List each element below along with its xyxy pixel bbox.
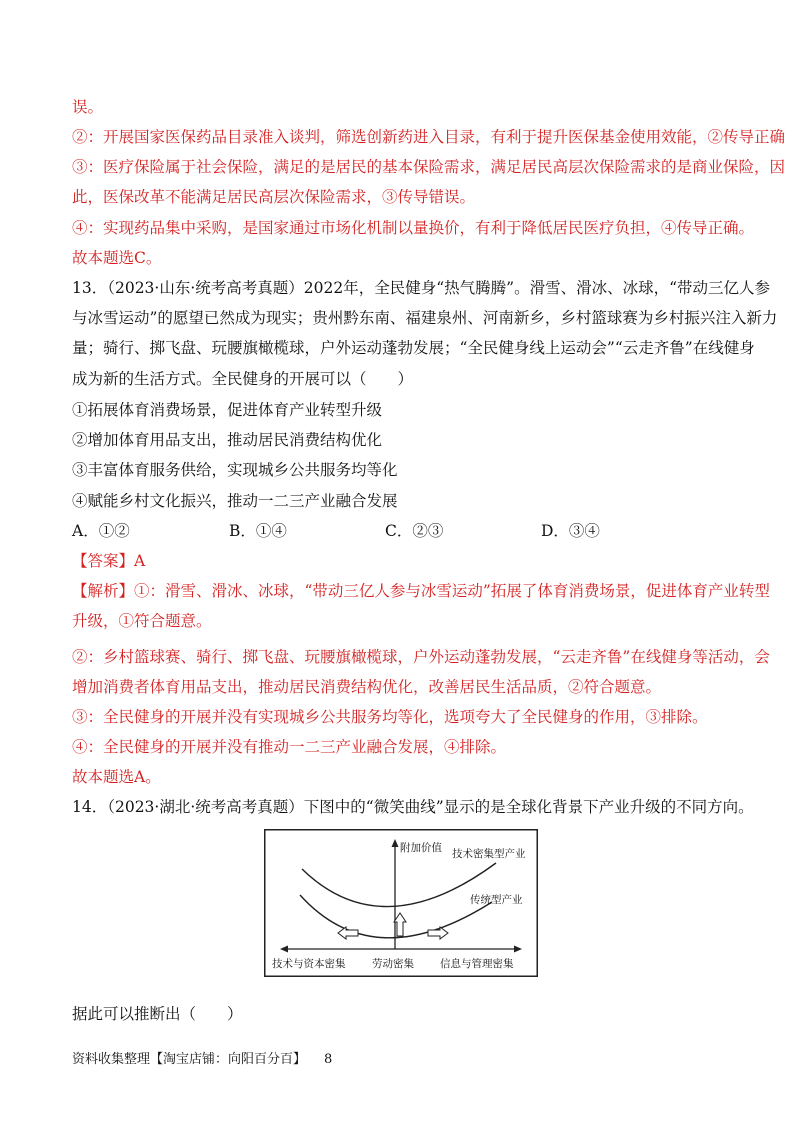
question-14-stem: 14．（2023·湖北·统考高考真题）下图中的“微笑曲线”显示的是全球化背景下产业升级的不同方向。 (72, 798, 754, 816)
conclusion-text: 故本题选C。 (72, 249, 162, 267)
analysis-text: ②：乡村篮球赛、骑行、掷飞盘、玩腰旗橄榄球，户外运动蓬勃发展，“云走齐鲁”在线健身等活动，会 (72, 648, 770, 666)
analysis-text: 升级，①符合题意。 (72, 612, 212, 630)
analysis-text: 增加消费者体育用品支出，推动居民消费结构优化，改善居民生活品质，②符合题意。 (72, 678, 662, 696)
question-13-stem: 成为新的生活方式。全民健身的开展可以（ ） (72, 370, 414, 388)
analysis-text: ④：实现药品集中采购，是国家通过市场化机制以量换价，有利于降低居民医疗负担，④传导正确。 (72, 219, 755, 237)
option-d: D．③④ (541, 522, 600, 540)
analysis-text: ③：全民健身的开展并没有实现城乡公共服务均等化，选项夸大了全民健身的作用，③排除。 (72, 708, 708, 726)
question-13-item: ①拓展体育消费场景，促进体育产业转型升级 (72, 401, 383, 419)
x-axis-left-label: 技术与资本密集 (272, 958, 346, 970)
y-axis-label: 附加价值 (400, 842, 442, 854)
x-axis-middle-label: 劳动密集 (372, 958, 414, 970)
smile-curve-figure (264, 829, 538, 977)
question-13-item: ②增加体育用品支出，推动居民消费结构优化 (72, 431, 383, 449)
curve-bottom-label: 传统型产业 (470, 894, 523, 906)
option-b: B．①④ (229, 522, 287, 540)
analysis-text: 【解析】①：滑雪、滑冰、冰球，“带动三亿人参与冰雪运动”拓展了体育消费场景，促进体育产业转型 (72, 582, 770, 600)
page-number: 8 (324, 1052, 333, 1067)
question-13-stem: 13．（2023·山东·统考高考真题）2022年，全民健身“热气腾腾”。滑雪、滑冰、冰球，“带动三亿人参 (72, 279, 770, 297)
question-14-prompt: 据此可以推断出（ ） (72, 1005, 243, 1023)
analysis-text: ②：开展国家医保药品目录准入谈判，筛选创新药进入目录，有利于提升医保基金使用效能，②传导正确 (72, 128, 786, 146)
option-a: A．①② (72, 522, 130, 540)
question-13-item: ③丰富体育服务供给，实现城乡公共服务均等化 (72, 461, 398, 479)
question-13-stem: 量；骑行、掷飞盘、玩腰旗橄榄球，户外运动蓬勃发展；“全民健身线上运动会”“云走齐鲁”在线健身 (72, 339, 755, 357)
analysis-text: ③：医疗保险属于社会保险，满足的是居民的基本保险需求，满足居民高层次保险需求的是商业保险，因 (72, 158, 786, 176)
analysis-text: 误。 (72, 98, 104, 116)
page-footer (72, 1051, 332, 1069)
question-13-stem: 与冰雪运动”的愿望已然成为现实；贵州黔东南、福建泉州、河南新乡，乡村篮球赛为乡村振兴注入新力 (72, 309, 778, 327)
conclusion-text: 故本题选A。 (72, 768, 161, 786)
analysis-text: ④：全民健身的开展并没有推动一二三产业融合发展，④排除。 (72, 738, 507, 756)
x-axis-right-label: 信息与管理密集 (440, 958, 514, 970)
curve-top-label: 技术密集型产业 (452, 848, 526, 860)
footer-source: 资料收集整理【淘宝店铺：向阳百分百】 (72, 1052, 307, 1067)
answer-text: 【答案】A (72, 552, 146, 570)
question-13-item: ④赋能乡村文化振兴，推动一二三产业融合发展 (72, 492, 398, 510)
analysis-text: 此，医保改革不能满足居民高层次保险需求，③传导错误。 (72, 188, 476, 206)
option-c: C．②③ (385, 522, 444, 540)
